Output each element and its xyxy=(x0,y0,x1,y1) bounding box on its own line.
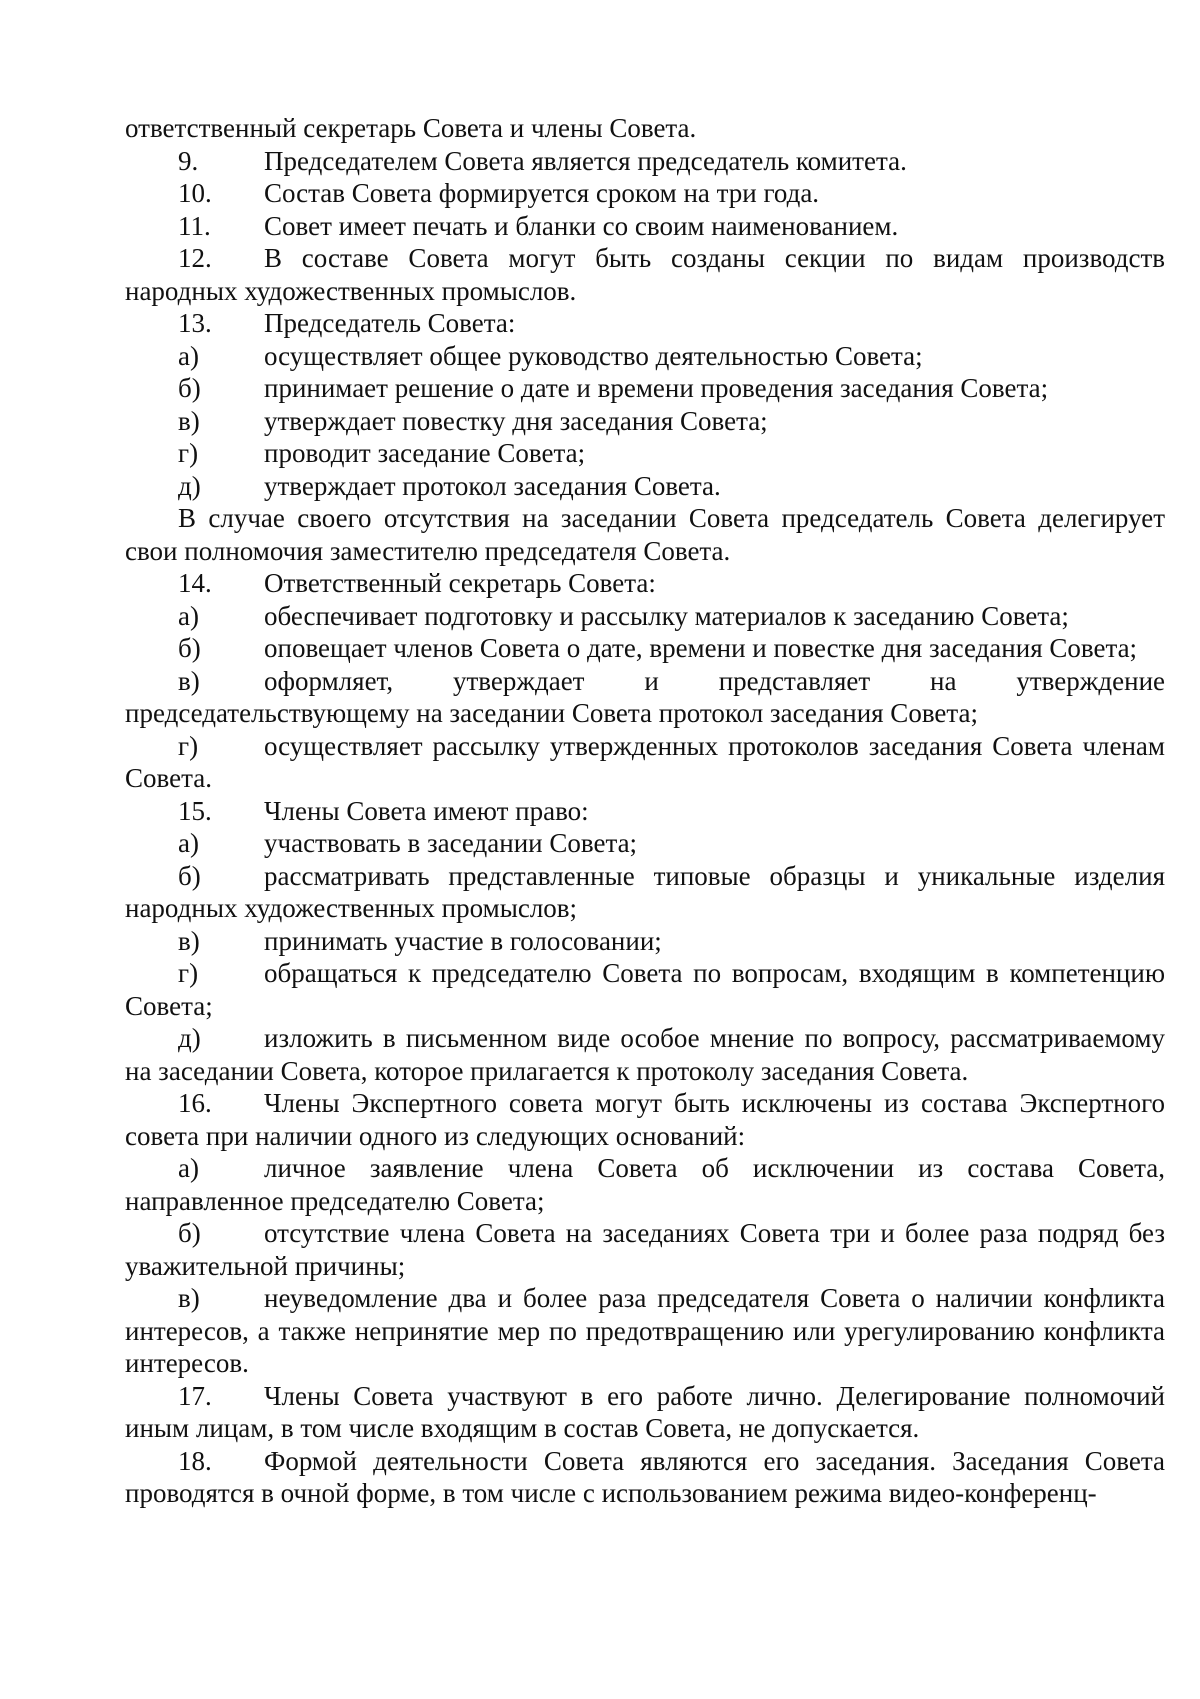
paragraph-text: осуществляет общее руководство деятельностью Совета; xyxy=(264,340,923,371)
paragraph-text: проводит заседание Совета; xyxy=(264,438,586,468)
paragraph xyxy=(125,665,1165,730)
paragraph-number: 15. xyxy=(178,795,212,826)
paragraph xyxy=(125,242,1165,307)
paragraph xyxy=(125,1217,1165,1282)
paragraph xyxy=(125,1022,1165,1087)
paragraph-text: Председатель Совета: xyxy=(264,308,516,338)
paragraph-number: г) xyxy=(178,730,199,761)
paragraph-text: В составе Совета могут быть созданы секции по видам производств народных художественных промыслов. xyxy=(125,243,1165,306)
paragraph-text: Формой деятельности Совета являются его заседания. Заседания Совета проводятся в очной форме, в том числе с использованием режима видео-конференц- xyxy=(125,1445,1165,1508)
paragraph-number: 18. xyxy=(178,1445,212,1476)
paragraph xyxy=(125,1152,1165,1217)
paragraph-text: рассматривать представленные типовые образцы и уникальные изделия народных художественных промыслов; xyxy=(125,860,1165,923)
paragraph-text: принимает решение о дате и времени проведения заседания Совета; xyxy=(264,373,1049,403)
paragraph xyxy=(125,112,1165,145)
paragraph-text: оформляет, утверждает и представляет на утверждение председательствующему на заседании Совета протокол заседания Совета; xyxy=(125,665,1165,728)
paragraph-number: в) xyxy=(178,925,200,956)
paragraph-text: отсутствие члена Совета на заседаниях Совета три и более раза подряд без уважительной причины; xyxy=(125,1218,1165,1281)
paragraph-number: 17. xyxy=(178,1380,212,1411)
paragraph-number: в) xyxy=(178,665,200,696)
paragraph-text: Члены Совета имеют право: xyxy=(264,795,589,826)
paragraph-number: 10. xyxy=(178,178,212,208)
paragraph-number: 9. xyxy=(178,145,199,176)
paragraph-number: 16. xyxy=(178,1088,212,1118)
paragraph-number: д) xyxy=(178,1023,201,1053)
paragraph xyxy=(125,795,1165,828)
paragraph-text: участвовать в заседании Совета; xyxy=(264,828,638,858)
paragraph xyxy=(125,502,1165,567)
paragraph-text: Ответственный секретарь Совета: xyxy=(264,568,656,598)
paragraph-text: ответственный секретарь Совета и члены Совета. xyxy=(125,113,697,143)
paragraph xyxy=(125,860,1165,925)
paragraph xyxy=(125,730,1165,795)
paragraph-number: г) xyxy=(178,438,199,468)
paragraph-text: В случае своего отсутствия на заседании Совета председатель Совета делегирует свои полномочия заместителю председателя Совета. xyxy=(125,503,1165,566)
paragraph-number: а) xyxy=(178,340,199,371)
paragraph xyxy=(125,372,1165,405)
paragraph-number: в) xyxy=(178,405,200,436)
paragraph-number: б) xyxy=(178,860,201,891)
paragraph-number: а) xyxy=(178,828,199,858)
paragraph xyxy=(125,827,1165,860)
paragraph-text: утверждает протокол заседания Совета. xyxy=(264,470,721,501)
document-page xyxy=(125,112,1165,1510)
paragraph-number: б) xyxy=(178,633,201,663)
paragraph-number: в) xyxy=(178,1283,200,1313)
paragraph-text: Состав Совета формируется сроком на три года. xyxy=(264,178,820,208)
paragraph xyxy=(125,957,1165,1022)
paragraph xyxy=(125,600,1165,633)
paragraph xyxy=(125,567,1165,600)
paragraph xyxy=(125,437,1165,470)
paragraph-number: 14. xyxy=(178,568,212,598)
paragraph-text: утверждает повестку дня заседания Совета; xyxy=(264,405,768,436)
paragraph xyxy=(125,307,1165,340)
paragraph-number: б) xyxy=(178,1218,201,1248)
paragraph-text: Члены Совета участвуют в его работе лично. Делегирование полномочий иным лицам, в том числе входящим в состав Совета, не допускается. xyxy=(125,1380,1165,1443)
paragraph-number: а) xyxy=(178,1153,199,1183)
paragraph xyxy=(125,925,1165,958)
paragraph xyxy=(125,1087,1165,1152)
paragraph-text: оповещает членов Совета о дате, времени и повестке дня заседания Совета; xyxy=(264,633,1138,663)
paragraph-number: 13. xyxy=(178,308,212,338)
paragraph xyxy=(125,210,1165,243)
paragraph-text: неуведомление два и более раза председателя Совета о наличии конфликта интересов, а также непринятие мер по предотвращению или урегулированию конфликта интересов. xyxy=(125,1283,1165,1378)
paragraph xyxy=(125,632,1165,665)
paragraph-text: Совет имеет печать и бланки со своим наименованием. xyxy=(264,210,899,241)
paragraph xyxy=(125,470,1165,503)
paragraph-text: принимать участие в голосовании; xyxy=(264,925,662,956)
paragraph xyxy=(125,340,1165,373)
paragraph-number: 12. xyxy=(178,243,212,273)
paragraph-text: обеспечивает подготовку и рассылку материалов к заседанию Совета; xyxy=(264,600,1069,631)
paragraph-number: г) xyxy=(178,958,199,988)
paragraph-number: д) xyxy=(178,470,201,501)
paragraph-number: б) xyxy=(178,373,201,403)
paragraph xyxy=(125,405,1165,438)
paragraph xyxy=(125,177,1165,210)
paragraph-text: изложить в письменном виде особое мнение по вопросу, рассматриваемому на заседании Совета, которое прилагается к протоколу заседания Совета. xyxy=(125,1023,1165,1086)
paragraph-number: 11. xyxy=(178,210,211,241)
paragraph xyxy=(125,145,1165,178)
paragraph xyxy=(125,1445,1165,1510)
paragraph-text: обращаться к председателю Совета по вопросам, входящим в компетенцию Совета; xyxy=(125,958,1165,1021)
paragraph xyxy=(125,1282,1165,1380)
paragraph xyxy=(125,1380,1165,1445)
paragraph-number: а) xyxy=(178,600,199,631)
paragraph-text: Члены Экспертного совета могут быть исключены из состава Экспертного совета при наличии одного из следующих оснований: xyxy=(125,1088,1165,1151)
paragraph-text: осуществляет рассылку утвержденных протоколов заседания Совета членам Совета. xyxy=(125,730,1165,793)
paragraph-text: личное заявление члена Совета об исключении из состава Совета, направленное председателю Совета; xyxy=(125,1153,1165,1216)
paragraph-text: Председателем Совета является председатель комитета. xyxy=(264,145,907,176)
